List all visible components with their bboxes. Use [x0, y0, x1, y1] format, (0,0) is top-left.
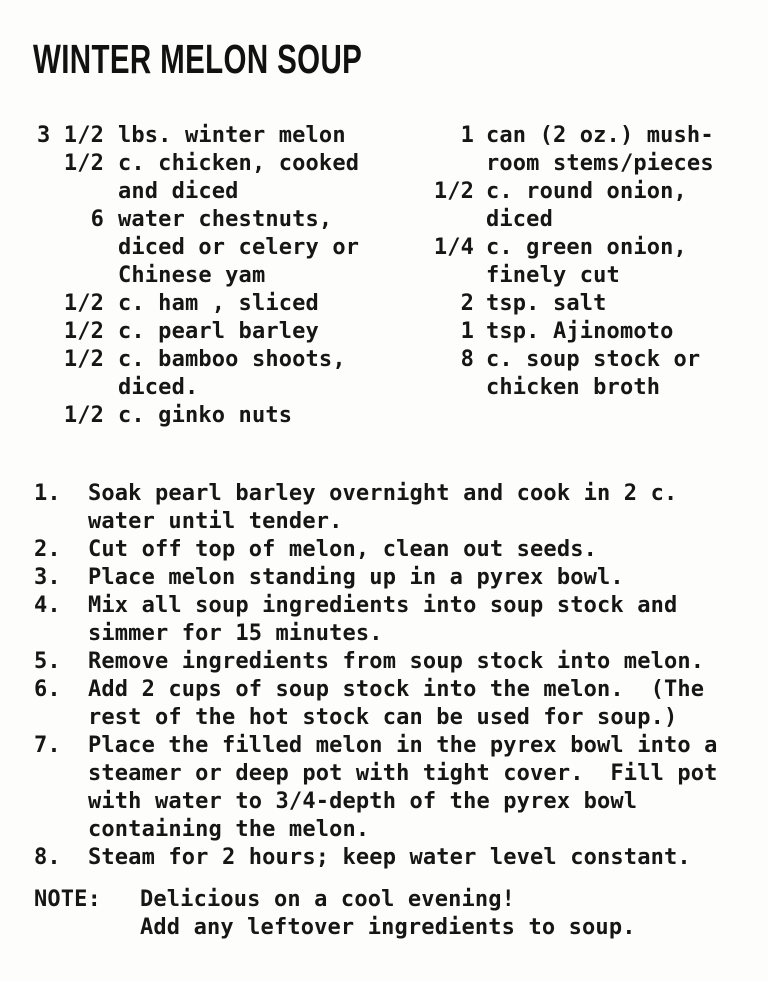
step-number: 1.: [34, 481, 61, 506]
ingredient-quantity: 1/4: [433, 235, 474, 260]
note-text: [140, 886, 768, 942]
recipe-title: WINTER MELON SOUP: [33, 36, 363, 82]
step-text: [88, 676, 748, 732]
ingredient-item: [414, 234, 759, 290]
ingredient-line: c. green onion,: [486, 235, 687, 260]
ingredient-line: water chestnuts,: [118, 207, 333, 232]
direction-step: [34, 676, 748, 732]
ingredients-column-left: [32, 122, 397, 430]
ingredient-quantity: 1/2: [63, 403, 104, 428]
direction-step: [34, 564, 748, 592]
ingredient-text: [118, 402, 397, 430]
step-line: Place the filled melon in the pyrex bowl into a: [88, 733, 718, 758]
ingredient-item: [32, 206, 397, 290]
ingredient-text: [118, 290, 397, 318]
ingredient-line: c. ham , sliced: [118, 291, 319, 316]
ingredient-line: c. pearl barley: [118, 319, 319, 344]
direction-step: [34, 732, 748, 844]
ingredient-line: tsp. Ajinomoto: [486, 319, 674, 344]
ingredient-line: c. chicken, cooked: [118, 151, 360, 176]
ingredient-quantity: 1: [460, 319, 474, 344]
ingredient-item: [32, 402, 397, 430]
ingredient-line: lbs. winter melon: [118, 123, 346, 148]
ingredient-line: diced or celery or: [118, 235, 360, 260]
ingredient-quantity: 6: [90, 207, 104, 232]
step-text: [88, 480, 748, 536]
step-line: Remove ingredients from soup stock into melon.: [88, 649, 705, 674]
step-line: Add 2 cups of soup stock into the melon. (The: [88, 677, 705, 702]
ingredient-text: [486, 178, 759, 234]
step-text: [88, 732, 748, 844]
ingredient-line: diced: [486, 207, 553, 232]
ingredient-item: [414, 318, 759, 346]
ingredient-line: c. bamboo shoots,: [118, 347, 346, 372]
ingredient-line: c. ginko nuts: [118, 403, 293, 428]
step-line: water until tender.: [88, 509, 343, 534]
note-line: Add any leftover ingredients to soup.: [140, 915, 636, 940]
step-text: [88, 592, 748, 648]
ingredient-text: [486, 346, 759, 402]
ingredient-line: diced.: [118, 375, 199, 400]
ingredient-item: [414, 122, 759, 178]
step-line: Cut off top of melon, clean out seeds.: [88, 537, 598, 562]
ingredient-text: [118, 346, 397, 402]
ingredient-line: can (2 oz.) mush-: [486, 123, 714, 148]
ingredient-quantity: 2: [460, 291, 474, 316]
ingredient-line: tsp. salt: [486, 291, 607, 316]
ingredient-line: chicken broth: [486, 375, 661, 400]
ingredient-quantity: 1/2: [63, 347, 104, 372]
step-line: simmer for 15 minutes.: [88, 621, 383, 646]
ingredient-text: [118, 206, 397, 290]
ingredient-line: Chinese yam: [118, 263, 266, 288]
direction-step: [34, 844, 748, 872]
ingredient-line: and diced: [118, 179, 239, 204]
direction-step: [34, 592, 748, 648]
step-line: rest of the hot stock can be used for soup.): [88, 705, 678, 730]
ingredient-line: finely cut: [486, 263, 620, 288]
step-text: [88, 536, 748, 564]
ingredient-text: [118, 122, 397, 150]
ingredient-quantity: 8: [460, 347, 474, 372]
ingredient-text: [486, 122, 759, 178]
ingredient-quantity: 1/2: [433, 179, 474, 204]
note-label: NOTE:: [34, 887, 101, 912]
directions-section: [34, 480, 748, 872]
ingredient-line: room stems/pieces: [486, 151, 714, 176]
step-number: 2.: [34, 537, 61, 562]
step-line: with water to 3/4-depth of the pyrex bowl: [88, 789, 638, 814]
ingredient-item: [414, 178, 759, 234]
ingredient-line: c. soup stock or: [486, 347, 701, 372]
direction-step: [34, 480, 748, 536]
step-number: 6.: [34, 677, 61, 702]
ingredient-text: [118, 150, 397, 206]
step-line: Steam for 2 hours; keep water level constant.: [88, 845, 691, 870]
ingredient-item: [414, 290, 759, 318]
ingredient-text: [486, 234, 759, 290]
step-number: 7.: [34, 733, 61, 758]
ingredient-item: [414, 346, 759, 402]
step-number: 4.: [34, 593, 61, 618]
direction-step: [34, 536, 748, 564]
ingredients-column-right: [414, 122, 759, 402]
ingredient-quantity: 1/2: [63, 291, 104, 316]
ingredient-item: [32, 290, 397, 318]
step-number: 5.: [34, 649, 61, 674]
ingredient-quantity: 3 1/2: [37, 123, 104, 148]
step-line: containing the melon.: [88, 817, 370, 842]
ingredient-quantity: 1: [460, 123, 474, 148]
ingredient-text: [118, 318, 397, 346]
note-line: Delicious on a cool evening!: [140, 887, 516, 912]
step-line: steamer or deep pot with tight cover. Fill pot: [88, 761, 718, 786]
ingredient-quantity: 1/2: [63, 319, 104, 344]
ingredient-item: [32, 318, 397, 346]
note-section: [34, 886, 768, 942]
direction-step: [34, 648, 748, 676]
ingredient-item: [32, 150, 397, 206]
step-text: [88, 844, 748, 872]
ingredient-item: [32, 346, 397, 402]
step-line: Soak pearl barley overnight and cook in 2 c.: [88, 481, 678, 506]
ingredient-line: c. round onion,: [486, 179, 687, 204]
step-number: 8.: [34, 845, 61, 870]
ingredient-text: [486, 318, 759, 346]
ingredient-text: [486, 290, 759, 318]
ingredient-item: [32, 122, 397, 150]
step-text: [88, 648, 748, 676]
ingredient-quantity: 1/2: [63, 151, 104, 176]
step-line: Mix all soup ingredients into soup stock and: [88, 593, 678, 618]
step-line: Place melon standing up in a pyrex bowl.: [88, 565, 624, 590]
step-number: 3.: [34, 565, 61, 590]
step-text: [88, 564, 748, 592]
